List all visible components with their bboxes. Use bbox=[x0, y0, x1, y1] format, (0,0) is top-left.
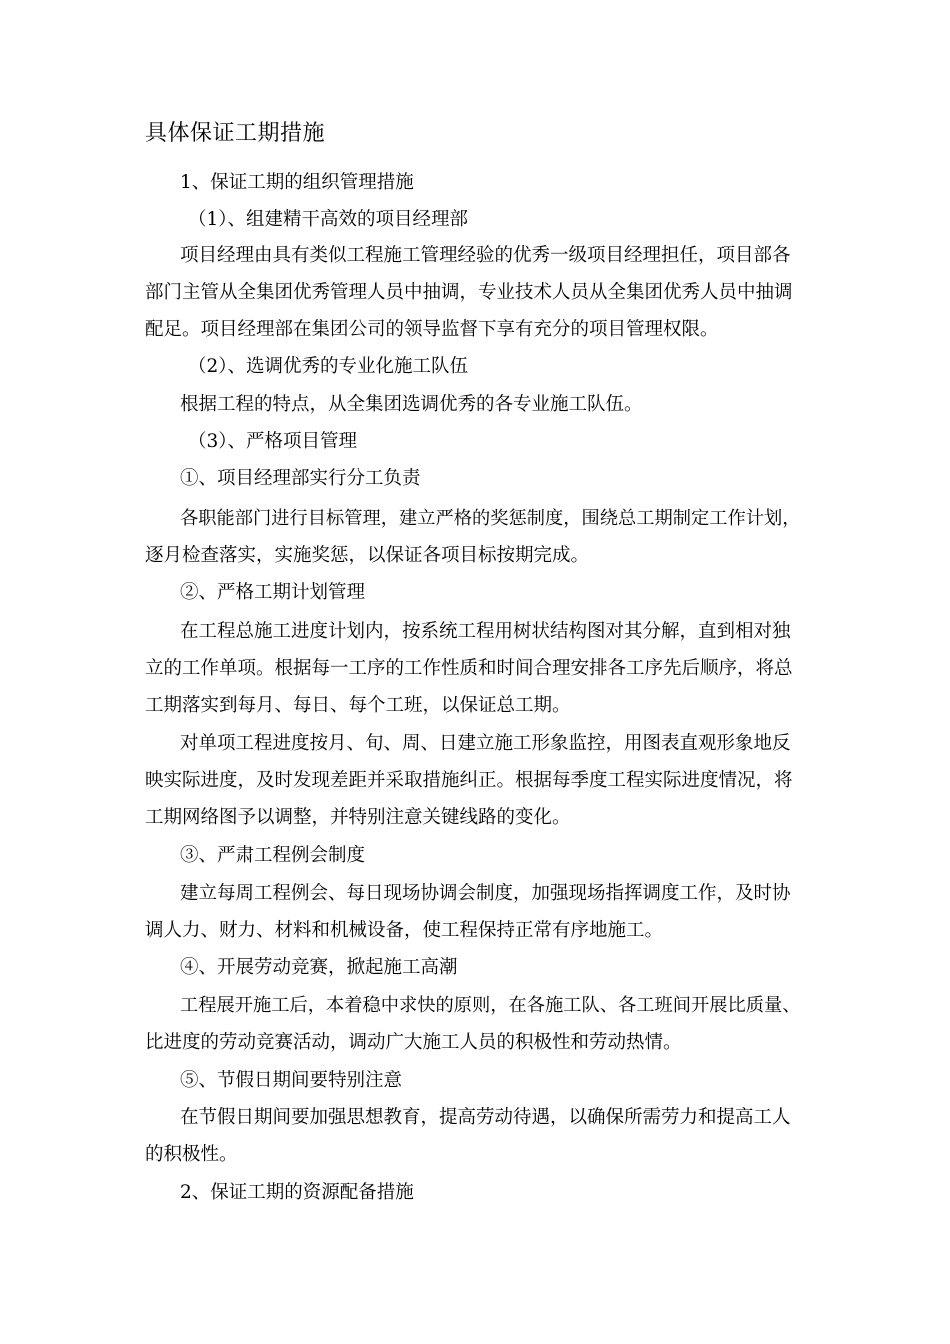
subsection-heading-1-3: （3）、严格项目管理 bbox=[188, 431, 358, 452]
paragraph-line: 各职能部门进行目标管理，建立严格的奖惩制度，围绕总工期制定工作计划， bbox=[180, 508, 801, 529]
paragraph-line: 部门主管从全集团优秀管理人员中抽调，专业技术人员从全集团优秀人员中抽调 bbox=[145, 282, 793, 303]
item-heading-4: ④、开展劳动竞赛，掀起施工高潮 bbox=[180, 957, 458, 978]
paragraph-line: 在工程总施工进度计划内，按系统工程用树状结构图对其分解，直到相对独 bbox=[180, 621, 791, 642]
paragraph-line: 工期网络图予以调整，并特别注意关键线路的变化。 bbox=[145, 807, 571, 828]
subsection-heading-1-1: （1）、组建精干高效的项目经理部 bbox=[188, 209, 469, 230]
paragraph-line: 的积极性。 bbox=[145, 1144, 238, 1165]
item-heading-5: ⑤、节假日期间要特别注意 bbox=[180, 1070, 403, 1091]
paragraph-line: 映实际进度，及时发现差距并采取措施纠正。根据每季度工程实际进度情况，将 bbox=[145, 770, 793, 791]
paragraph-line: 比进度的劳动竞赛活动，调动广大施工人员的积极性和劳动热情。 bbox=[145, 1032, 682, 1053]
paragraph-line: 在节假日期间要加强思想教育，提高劳动待遇，以确保所需劳力和提高工人 bbox=[180, 1107, 791, 1128]
paragraph-line: 对单项工程进度按月、旬、周、日建立施工形象监控，用图表直观形象地反 bbox=[180, 733, 791, 754]
paragraph-line: 工期落实到每月、每日、每个工班，以保证总工期。 bbox=[145, 695, 571, 716]
section-heading-2: 2、保证工期的资源配备措施 bbox=[180, 1182, 414, 1203]
paragraph-line: 立的工作单项。根据每一工序的工作性质和时间合理安排各工序先后顺序，将总 bbox=[145, 658, 793, 679]
subsection-heading-1-2: （2）、选调优秀的专业化施工队伍 bbox=[188, 356, 469, 377]
paragraph-line: 逐月检查落实，实施奖惩，以保证各项目标按期完成。 bbox=[145, 545, 590, 566]
item-heading-2: ②、严格工期计划管理 bbox=[180, 582, 366, 603]
item-heading-3: ③、严肃工程例会制度 bbox=[180, 845, 366, 866]
section-heading-1: 1、保证工期的组织管理措施 bbox=[180, 172, 414, 193]
paragraph-line: 建立每周工程例会、每日现场协调会制度，加强现场指挥调度工作，及时协 bbox=[180, 883, 791, 904]
document-title: 具体保证工期措施 bbox=[145, 121, 326, 146]
paragraph-line: 项目经理由具有类似工程施工管理经验的优秀一级项目经理担任，项目部各 bbox=[180, 245, 791, 266]
paragraph-line: 调人力、财力、材料和机械设备，使工程保持正常有序地施工。 bbox=[145, 920, 664, 941]
paragraph-line: 工程展开施工后，本着稳中求快的原则，在各施工队、各工班间开展比质量、 bbox=[180, 995, 801, 1016]
paragraph-line: 配足。项目经理部在集团公司的领导监督下享有充分的项目管理权限。 bbox=[145, 319, 719, 340]
paragraph-line: 根据工程的特点，从全集团选调优秀的各专业施工队伍。 bbox=[180, 394, 643, 415]
item-heading-1: ①、项目经理部实行分工负责 bbox=[180, 468, 421, 489]
